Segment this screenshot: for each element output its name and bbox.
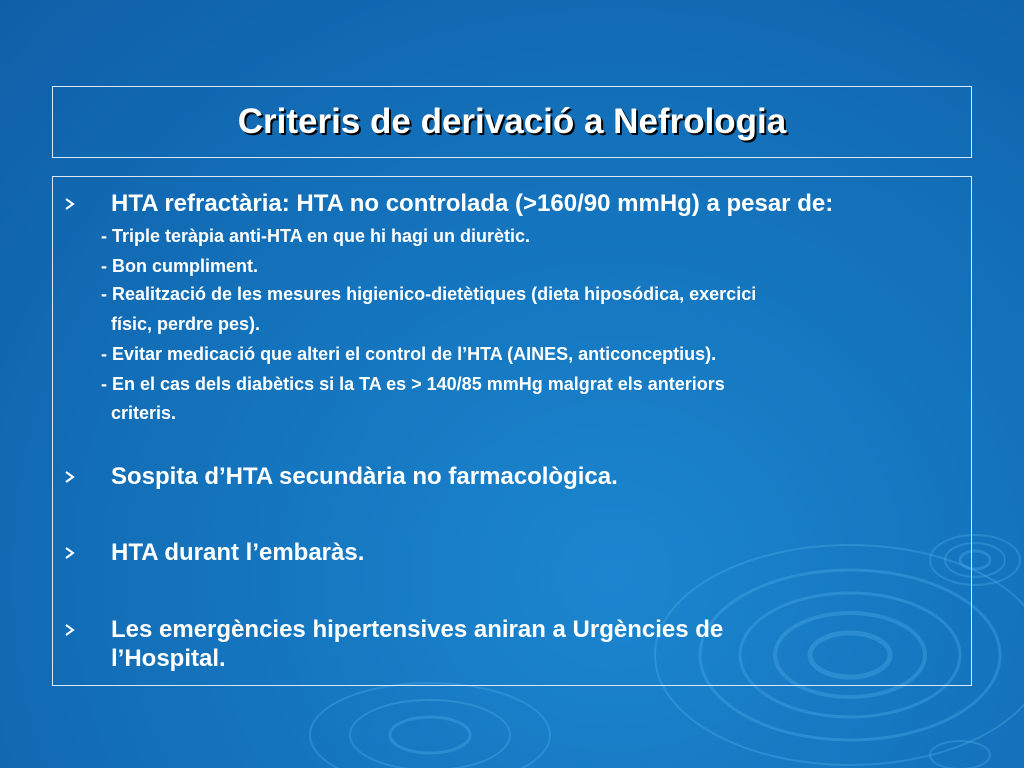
bullet-secondary-hta bbox=[63, 462, 963, 491]
sub-item: físic, perdre pes). bbox=[101, 314, 261, 334]
bullet-pregnancy-hta bbox=[63, 538, 963, 567]
slide-title: Criteris de derivació a Nefrologia bbox=[237, 102, 787, 141]
bullet-text: HTA durant l’embaràs. bbox=[111, 539, 365, 566]
sub-item: - Evitar medicació que alteri el control de l’HTA (AINES, anticonceptius). bbox=[101, 344, 717, 364]
bullet-text: Sospita d’HTA secundària no farmacològica. bbox=[111, 463, 618, 490]
chevron-right-arrow-icon bbox=[63, 546, 77, 560]
content-frame bbox=[52, 176, 972, 686]
sub-item: - Triple teràpia anti-HTA en que hi hagi un diurètic. bbox=[101, 226, 531, 246]
sub-item: - Realització de les mesures higienico-dietètiques (dieta hiposódica, exercici bbox=[101, 284, 757, 304]
title-frame bbox=[52, 86, 972, 158]
bullet-text: HTA refractària: HTA no controlada (>160/90 mmHg) a pesar de: bbox=[111, 190, 834, 217]
chevron-right-arrow-icon bbox=[63, 623, 77, 637]
bullet-text: Les emergències hipertensives aniran a Urgències de l’Hospital. bbox=[111, 616, 724, 672]
sub-item: - En el cas dels diabètics si la TA es > 140/85 mmHg malgrat els anteriors bbox=[101, 374, 725, 394]
chevron-right-arrow-icon bbox=[63, 470, 77, 484]
sub-item: criteris. bbox=[101, 403, 177, 423]
bullet-hypertensive-emergencies bbox=[63, 615, 843, 673]
bullet-refractory-hta bbox=[63, 189, 963, 218]
chevron-right-arrow-icon bbox=[63, 197, 77, 211]
sub-item: - Bon cumpliment. bbox=[101, 256, 258, 276]
